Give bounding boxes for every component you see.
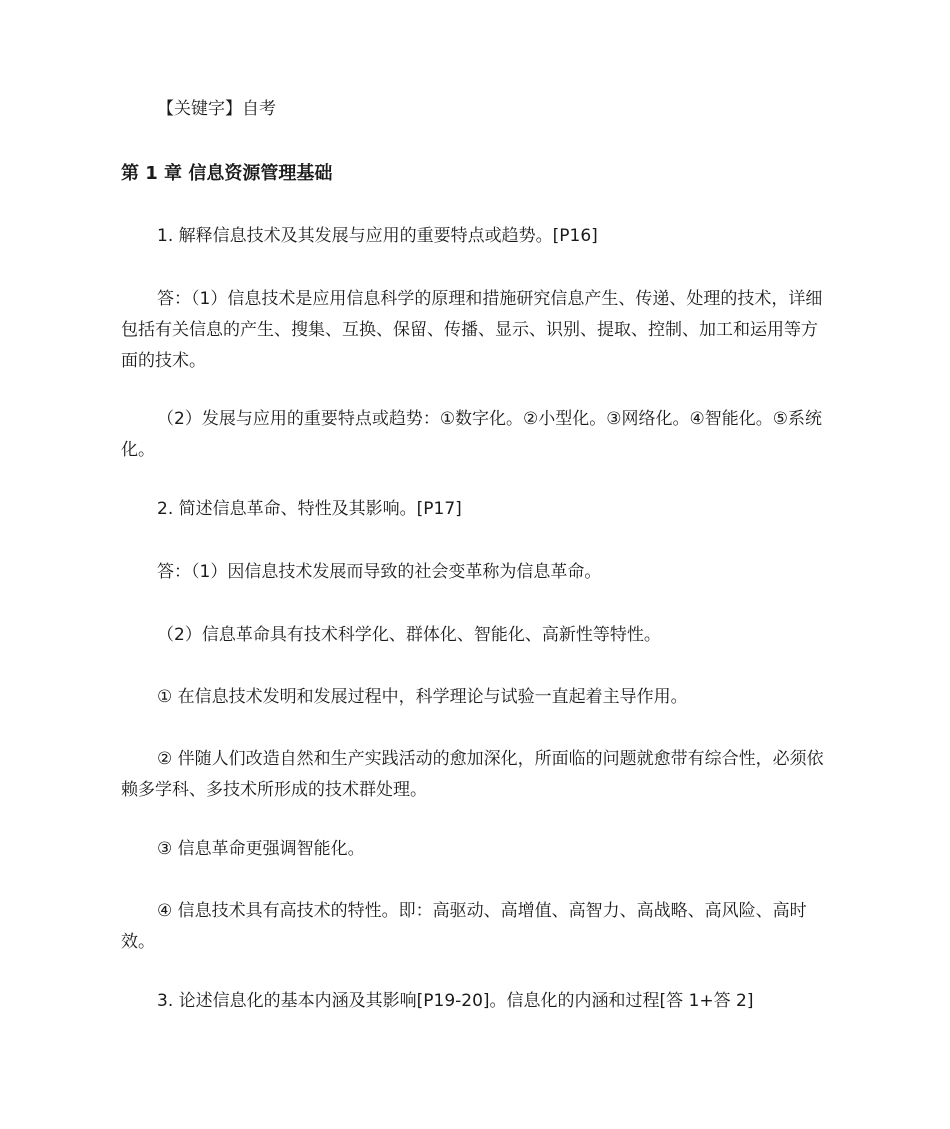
answer-2-part-1: 答：（1）因信息技术发展而导致的社会变革称为信息革命。: [157, 562, 602, 582]
list-item-1: ① 在信息技术发明和发展过程中，科学理论与试验一直起着主导作用。: [157, 687, 688, 707]
question-1: 1. 解释信息技术及其发展与应用的重要特点或趋势。[P16]: [157, 226, 598, 246]
answer-1-part-1: 答：（1）信息技术是应用信息科学的原理和措施研究信息产生、传递、处理的技术，详细包括有关信息的产生、搜集、互换、保留、传播、显示、识别、提取、控制、加工和运用等方面的技术。: [121, 289, 823, 371]
question-3: 3. 论述信息化的基本内涵及其影响[P19-20]。信息化的内涵和过程[答 1+答 2]: [157, 991, 754, 1011]
keywords-line: 【关键字】自考: [157, 99, 276, 119]
list-item-2: ② 伴随人们改造自然和生产实践活动的愈加深化，所面临的问题就愈带有综合性，必须依赖多学科、多技术所形成的技术群处理。: [121, 749, 824, 800]
list-item-4: ④ 信息技术具有高技术的特性。即：高驱动、高增值、高智力、高战略、高风险、高时效。: [121, 901, 807, 952]
answer-1-part-2: （2）发展与应用的重要特点或趋势：①数字化。②小型化。③网络化。④智能化。⑤系统化。: [121, 409, 823, 460]
list-item-3: ③ 信息革命更强调智能化。: [157, 839, 365, 859]
answer-2-part-2: （2）信息革命具有技术科学化、群体化、智能化、高新性等特性。: [157, 625, 661, 645]
question-2: 2. 简述信息革命、特性及其影响。[P17]: [157, 499, 462, 519]
chapter-title: 第 1 章 信息资源管理基础: [121, 163, 333, 184]
